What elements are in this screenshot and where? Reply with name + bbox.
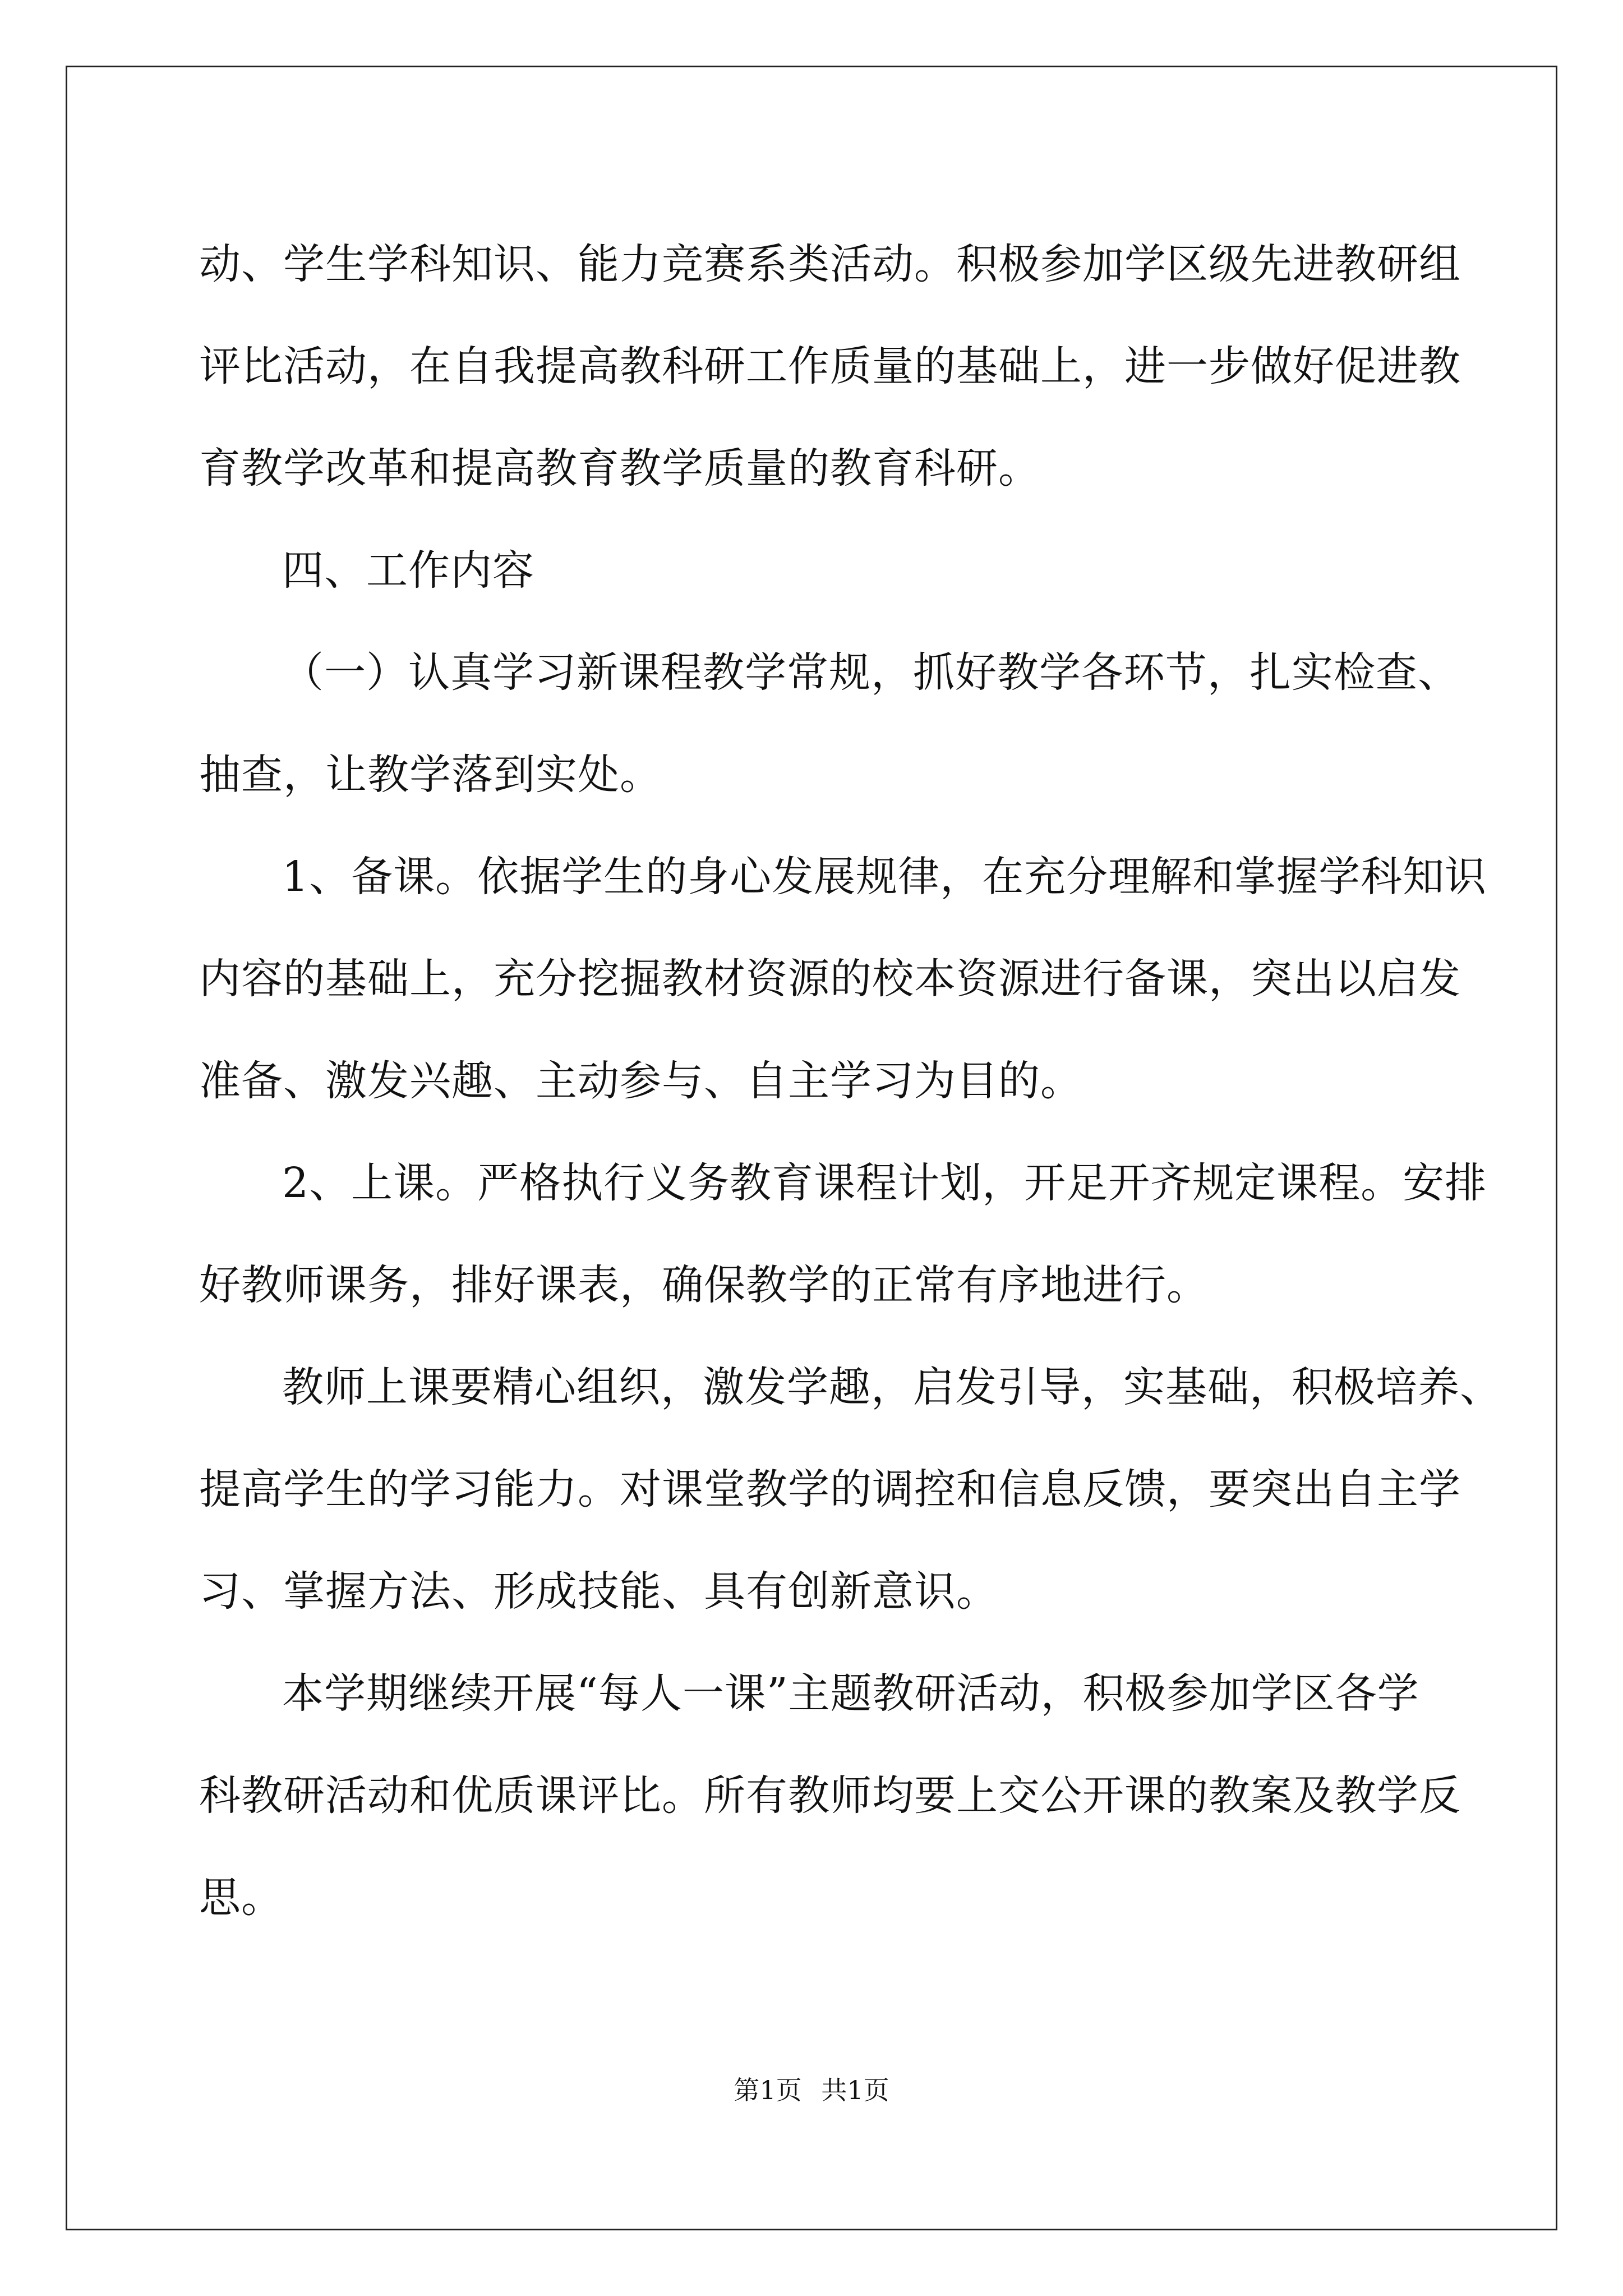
paragraph [199,1642,1461,1949]
page-number-total: 共1页 [821,2075,889,2105]
paragraph [199,213,1461,519]
page-footer [0,2070,1623,2107]
text-line: 1、备课。依据学生的身心发展规律，在充分理解和掌握学科知识 [282,853,1487,901]
text-line: 动、学生学科知识、能力竞赛系类活动。积极参加学区级先进教研组 [199,240,1461,288]
text-line: 育教学改革和提高教育教学质量的教育科研。 [199,444,1040,493]
text-line: 2、上课。严格执行义务教育课程计划，开足开齐规定课程。安排 [282,1159,1487,1207]
text-line: 提高学生的学习能力。对课堂教学的调控和信息反馈，要突出自主学 [199,1465,1461,1513]
document-body [199,213,1502,1949]
paragraph [199,1336,1502,1642]
text-line: 好教师课务，排好课表，确保教学的正常有序地进行。 [199,1261,1209,1309]
page-number-current: 第1页 [734,2075,802,2105]
text-line: 准备、激发兴趣、主动参与、自主学习为目的。 [199,1057,1082,1105]
text-line: 本学期继续开展“每人一课”主题教研活动，积极参加学区各学 [282,1669,1419,1718]
text-line: 四、工作内容 [282,546,534,595]
text-line: 评比活动，在自我提高教科研工作质量的基础上，进一步做好促进教 [199,342,1461,390]
text-line: 教师上课要精心组织，激发学趣，启发引导，实基础，积极培养、 [282,1363,1502,1411]
paragraph [199,826,1487,1132]
text-line: 内容的基础上，充分挖掘教材资源的校本资源进行备课，突出以启发 [199,955,1461,1003]
text-line: 抽查，让教学落到实处。 [199,751,662,799]
text-line: 习、掌握方法、形成技能、具有创新意识。 [199,1567,998,1616]
section-heading [199,519,1427,622]
text-line: 科教研活动和优质课评比。所有教师均要上交公开课的教案及教学反 [199,1772,1461,1820]
paragraph [199,1132,1487,1336]
text-line: （一）认真学习新课程教学常规，抓好教学各环节，扎实检查、 [282,648,1460,697]
paragraph [199,622,1460,826]
text-line: 思。 [199,1874,283,1922]
